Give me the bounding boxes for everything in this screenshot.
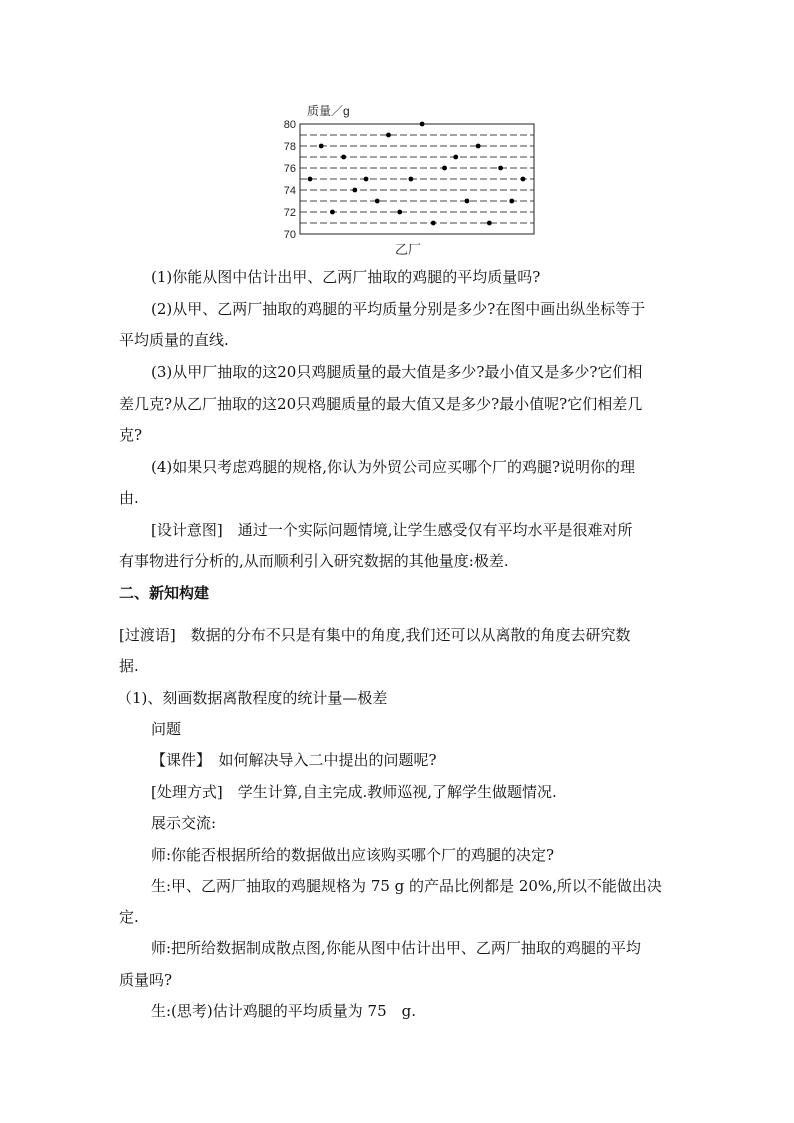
data-point	[352, 188, 357, 193]
teacher-line-2a: 师:把所给数据制成散点图,你能从图中估计出甲、乙两厂抽取的鸡腿的平均	[151, 939, 641, 957]
question-2-line-1: (2)从甲、乙两厂抽取的鸡腿的平均质量分别是多少?在图中画出纵坐标等于	[151, 300, 646, 318]
student-line-1a: 生:甲、乙两厂抽取的鸡腿规格为 75 g 的产品比例都是 20%,所以不能做出决	[151, 877, 662, 895]
problem-label: 问题	[151, 720, 182, 738]
design-intent-line-1: [设计意图] 通过一个实际问题情境,让学生感受仅有平均水平是很难对所	[151, 521, 633, 539]
data-point	[364, 177, 369, 182]
y-tick-label: 74	[283, 185, 296, 197]
data-point	[386, 133, 391, 138]
question-4-line-2: 由.	[119, 489, 139, 507]
data-point	[397, 210, 402, 215]
y-tick-label: 70	[283, 229, 296, 241]
data-point	[375, 199, 380, 204]
data-point	[521, 177, 526, 182]
student-line-2: 生:(思考)估计鸡腿的平均质量为 75 g.	[151, 1002, 416, 1020]
dashed-gridlines	[300, 135, 534, 223]
data-point	[319, 144, 324, 149]
data-point	[408, 177, 413, 182]
question-3-line-3: 克?	[119, 426, 143, 444]
scatter-chart	[275, 96, 545, 256]
y-axis-label: 质量／g	[307, 104, 350, 118]
question-3-line-2: 差几克?从乙厂抽取的这20只鸡腿质量的最大值又是多少?最小值呢?它们相差几	[119, 395, 643, 413]
y-tick-labels	[284, 119, 296, 241]
data-point	[330, 210, 335, 215]
method-line: [处理方式] 学生计算,自主完成.教师巡视,了解学生做题情况.	[151, 783, 557, 801]
student-line-1b: 定.	[119, 908, 139, 926]
data-point	[431, 221, 436, 226]
data-point	[308, 177, 313, 182]
x-axis-label: 乙厂	[395, 242, 422, 256]
transition-line-2: 据.	[119, 657, 139, 675]
data-point	[465, 199, 470, 204]
y-tick-label: 76	[283, 163, 296, 175]
question-1: (1)你能从图中估计出甲、乙两厂抽取的鸡腿的平均质量吗?	[151, 268, 541, 286]
y-tick-label: 80	[283, 119, 296, 131]
transition-line-1: [过渡语] 数据的分布不只是有集中的角度,我们还可以从离散的角度去研究数	[119, 626, 631, 644]
question-4-line-1: (4)如果只考虑鸡腿的规格,你认为外贸公司应买哪个厂的鸡腿?说明你的理	[151, 458, 636, 476]
y-tick-label: 72	[283, 207, 296, 219]
question-3-line-1: (3)从甲厂抽取的这20只鸡腿质量的最大值是多少?最小值又是多少?它们相	[151, 363, 643, 381]
show-label: 展示交流:	[151, 814, 217, 832]
section-heading: 二、新知构建	[119, 584, 210, 602]
data-point	[509, 199, 514, 204]
data-point	[420, 122, 425, 127]
teacher-line-2b: 质量吗?	[119, 971, 173, 989]
data-point	[341, 155, 346, 160]
data-point	[487, 221, 492, 226]
teacher-line-1: 师:你能否根据所给的数据做出应该购买哪个厂的鸡腿的决定?	[151, 846, 555, 864]
courseware-line: 【课件】 如何解决导入二中提出的问题呢?	[151, 751, 437, 769]
question-2-line-2: 平均质量的直线.	[119, 331, 229, 349]
y-tick-label: 78	[283, 141, 296, 153]
data-point	[476, 144, 481, 149]
subsection-heading: （1)、刻画数据离散程度的统计量—极差	[117, 689, 388, 707]
data-points	[308, 122, 526, 226]
data-point	[498, 166, 503, 171]
data-point	[442, 166, 447, 171]
design-intent-line-2: 有事物进行分析的,从而顺利引入研究数据的其他量度:极差.	[119, 552, 509, 570]
data-point	[453, 155, 458, 160]
